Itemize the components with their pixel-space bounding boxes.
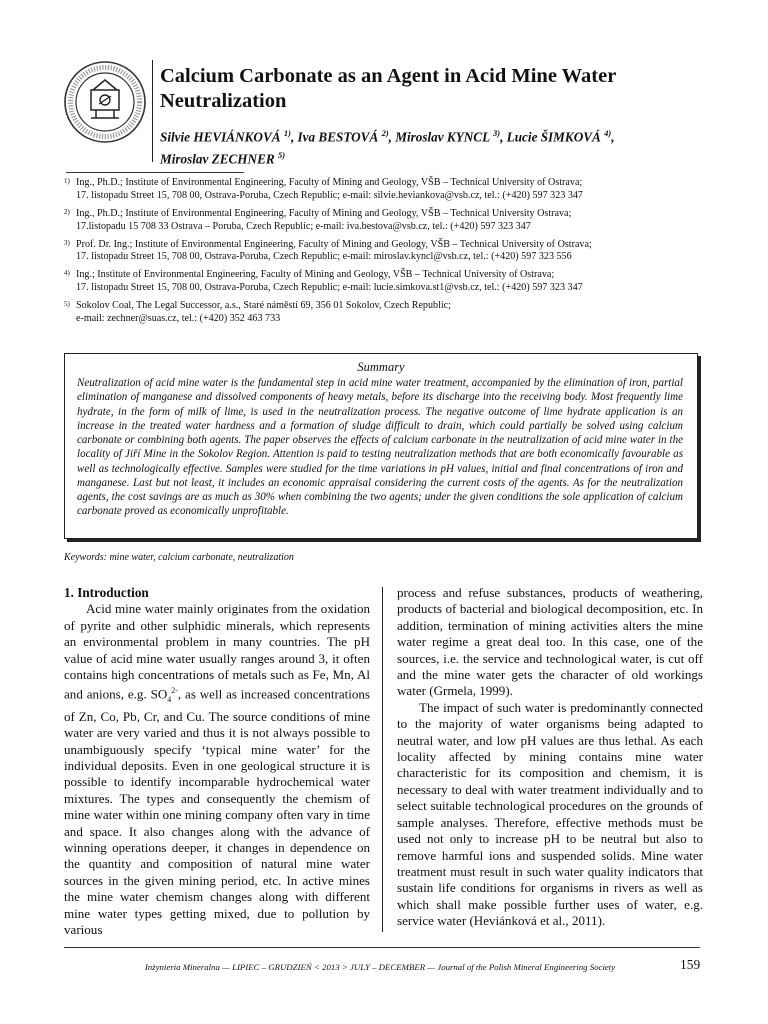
footnote-mark: 3): [64, 238, 70, 247]
footnote-line: 17. listopadu Street 15, 708 00, Ostrava-Poruba, Czech Republic; e-mail: miroslav.kyncl@vsb.cz, tel.: (+420) 597 323 556: [76, 251, 572, 263]
author-separator: ,: [290, 129, 298, 145]
footnote-rule: [66, 172, 244, 173]
superscript: 2-: [171, 686, 178, 696]
paragraph: The impact of such water is predominantly connected to the majority of water organisms being adapted to neutral water, and low pH values are thus lethal. As each locality affected by mining contains mine water characteristic for its composition and chemism, it is necessary to deal with water treatment individually and to select suitable technological procedures on the grounds of sample analyses. Therefore, effective methods must be used not only to increase pH to be neutral but also to remove harmful ions and suspended solids. Mine water treatment must result in such water quality indicators that sustain life conditions for organisms in rivers as well as which shall make possible further uses of water, e.g. service water (Heviánková et al., 2011).: [397, 699, 703, 929]
footnote-line: e-mail: zechner@suas.cz, tel.: (+420) 352 463 733: [76, 312, 281, 324]
author-affiliation-mark: 1): [283, 128, 291, 138]
title-line-2: Neutralization: [160, 90, 287, 112]
right-column: [397, 585, 703, 930]
summary-text: Neutralization of acid mine water is the fundamental step in acid mine water treatment, accompanied by the elimination of iron, partial elimination of manganese and dissolved components of heavy metals, before its discharge into the receiving body. Most frequently lime hydrate, in the form of milk of lime, is used in the neutralization process. The negative outcome of lime hydrate application is an increase in the treated water hardness and a formation of sludge difficult to drain, which could partially be solved using calcium carbonate or combining both agents. The paper observes the effects of calcium carbonate in the neutralization of acid mine water in the locality of Jiří Mine in the Sokolov Region. Attention is paid to testing neutralization methods that are both economically favourable as well as technologically effective. Samples were studied for the time variations in pH values, initial and final concentrations of iron and manganese. Last but not least, it includes an economic appraisal considering the current costs of the agents. As for the neutralization agents, the cost savings are as much as 30% when combining the two agents; under the given conditions the sole application of calcium carbonate proved as economically unprofitable.: [77, 377, 683, 518]
paragraph: process and refuse substances, products of weathering, products of bacterial and biological decomposition, etc. In addition, termination of mining activities alters the mine water regime a great deal too. In this case, one of the sources, i.e. the service and technological water, is cut off and the mine water gets the character of old workings water (Grmela, 1999).: [397, 585, 703, 699]
column-divider: [382, 587, 383, 932]
footer-rule: [64, 947, 700, 948]
footnote: [64, 208, 714, 233]
paragraph-text: , as well as increased concentrations of Zn, Co, Pb, Cr, and Cu. The source conditions of mine water are very varied and thus it is not always possible to unambiguously specify ‘typical mine water’ for the individual deposits. Even in one geological structure it is possible to identify incomparable hydrochemical water mixtures. The types and consequently the chemism of mine water within one mining company often vary in time and space. It also changes along with the advance of winning operations deeper, it changes in dependence on the quantity and composition of natural mine water sources in the given mining period, etc. In active mines the mine water chemism changes along with different mine water types getting mixed, due to pollution by various: [64, 686, 370, 938]
author-affiliation-mark: 2): [381, 128, 389, 138]
author-name: Silvie HEVIÁNKOVÁ: [160, 129, 281, 145]
footnote: [64, 300, 714, 325]
footnote-mark: 1): [64, 177, 70, 185]
footnote-line: 17. listopadu Street 15, 708 00, Ostrava-Poruba, Czech Republic; e-mail: lucie.simkova.st1@vsb.cz, tel.: (+420) 597 323 347: [76, 282, 583, 294]
author-affiliation-mark: 4): [604, 128, 612, 138]
footnote-line: Sokolov Coal, The Legal Successor, a.s., Staré náměstí 69, 356 01 Sokolov, Czech Republic;: [76, 300, 451, 312]
author-name: Iva BESTOVÁ: [297, 129, 379, 145]
footnote-line: Ing., Ph.D.; Institute of Environmental Engineering, Faculty of Mining and Geology, VŠB – Technical University Ostrava;: [76, 207, 572, 219]
left-column: [64, 585, 370, 938]
footnote-line: Ing.; Institute of Environmental Engineering, Faculty of Mining and Geology, VŠB – Technical University of Ostrava;: [76, 269, 555, 281]
footnote-line: 17.listopadu 15 708 33 Ostrava – Poruba, Czech Republic; e-mail: iva.bestova@vsb.cz, tel.: (+420) 597 323 347: [76, 220, 531, 232]
author-list: [160, 124, 730, 169]
title-rule: [152, 60, 153, 162]
footnote: [64, 239, 714, 264]
footnote: [64, 177, 714, 202]
footnote-line: 17. listopadu Street 15, 708 00, Ostrava-Poruba, Czech Republic; e-mail: silvie.heviankova@vsb.cz, tel.: (+420) 597 323 347: [76, 189, 583, 201]
section-heading: 1. Introduction: [64, 585, 149, 600]
author-name: Miroslav KYNCL: [395, 129, 490, 145]
summary-box: [64, 353, 698, 539]
paper-title: [160, 64, 720, 114]
title-line-1: Calcium Carbonate as an Agent in Acid Mine Water: [160, 65, 617, 87]
paragraph-text: Acid mine water mainly originates from the oxidation of pyrite and other sulphidic minerals, which represents an environmental problem in many countries. The pH value of acid mine water usually ranges around 3, it often contains high concentrations of metals such as Fe, Mn, Al and anions, e.g. SO: [64, 601, 370, 702]
author-separator: ,: [500, 129, 507, 145]
paragraph: [64, 601, 370, 938]
author-name: Lucie ŠIMKOVÁ: [506, 129, 601, 145]
author-name: Miroslav ZECHNER: [160, 151, 275, 167]
journal-footer: Inżynieria Mineralna — LIPIEC – GRUDZIEŃ < 2013 > JULY – DECEMBER — Journal of the Polish Mineral Engineering Society: [144, 962, 616, 972]
footnote-mark: 5): [64, 300, 70, 309]
keywords: Keywords: mine water, calcium carbonate, neutralization: [64, 552, 294, 563]
author-affiliation-mark: 5): [277, 150, 286, 161]
journal-logo: [63, 60, 147, 144]
subscript: 4: [167, 695, 172, 705]
page-number: 159: [680, 957, 701, 972]
footnote: [64, 269, 714, 294]
footnote-mark: 4): [64, 269, 70, 278]
society-seal-icon: [63, 60, 147, 144]
author-affiliation-mark: 3): [492, 128, 501, 138]
summary-heading: Summary: [357, 360, 405, 374]
author-separator: ,: [611, 129, 615, 145]
author-separator: ,: [388, 129, 396, 145]
footnote-mark: 2): [64, 207, 70, 216]
affiliation-footnotes: [64, 177, 714, 331]
footnote-line: Prof. Dr. Ing.; Institute of Environmental Engineering, Faculty of Mining and Geology, VŠB – Technical University of Ostrava;: [76, 238, 592, 250]
footnote-line: Ing., Ph.D.; Institute of Environmental Engineering, Faculty of Mining and Geology, VŠB – Technical University of Ostrava;: [76, 177, 583, 188]
